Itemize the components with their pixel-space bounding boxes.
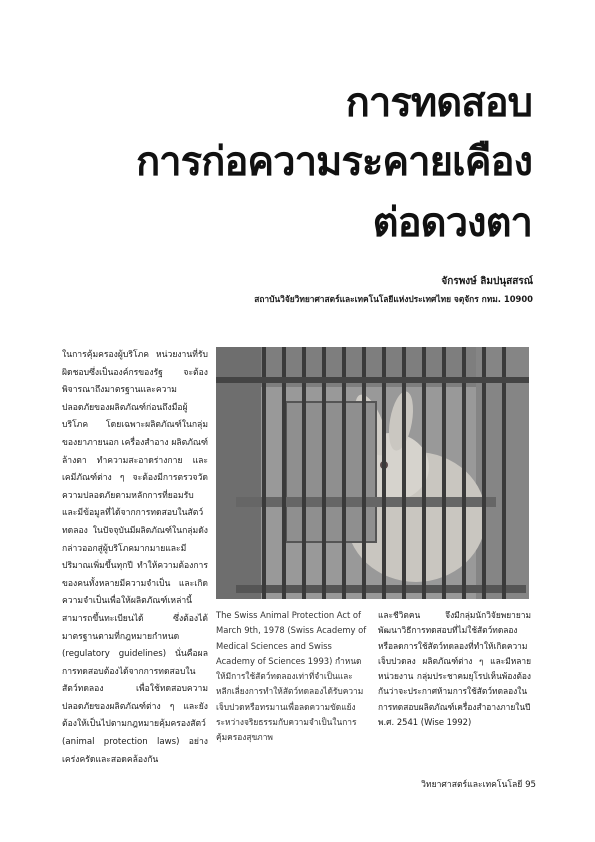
page-footer: วิทยาศาสตร์และเทคโนโลยี 95 xyxy=(421,780,536,790)
body-text-right-column: และชีวิตคน จึงมีกลุ่มนักวิจัยพยายามพัฒนาวิธีการทดสอบที่ไม่ใช้สัตว์ทดลองหรือลดการใช้สัตว์ทดลองที่ทำให้เกิดความเจ็บปวดลง ผลิตภัณฑ์ต่าง ๆ และมีหลายหน่วยงาน กลุ่มประชาคมยุโรปเห็นพ้องต้องกันว่าจะประกาศห้ามการใช้สัตว์ทดลองในการทดสอบผลิตภัณฑ์เครื่องสำอางภายในปี พ.ศ. 2541 (Wise 1992) xyxy=(378,610,531,728)
rabbit-in-cage-photo xyxy=(216,347,529,599)
author-name: จักรพงษ์ ลิมปนุสสรณ์ xyxy=(441,276,533,287)
body-text-left-column: ในการคุ้มครองผู้บริโภค หน่วยงานที่รับผิดชอบซึ่งเป็นองค์กรของรัฐ จะต้องพิจารณาถึงมาตรฐานและความปลอดภัยของผลิตภัณฑ์ก่อนถึงมือผู้บริโภค โดยเฉพาะผลิตภัณฑ์ในกลุ่มของยาภายนอก เครื่องสำอาง ผลิตภัณฑ์ล้างตา ทำความสะอาดร่างกาย และเคมีภัณฑ์ต่าง ๆ จะต้องมีการตรวจวัดความปลอดภัยตามหลักการที่ยอมรับและมีข้อมูลที่ได้จากการทดสอบในสัตว์ทดลอง ในปัจจุบันมีผลิตภัณฑ์ในกลุ่มดังกล่าวออกสู่ผู้บริโภคมากมายและมีปริมาณเพิ่มขึ้นทุกปี ทำให้ความต้องการของคนทั้งหลายมีความจำเป็น และเกิดความจำเป็นเพื่อให้ผลิตภัณฑ์เหล่านี้สามารถขึ้นทะเบียนได้ ซึ่งต้องได้มาตรฐานตามที่กฎหมายกำหนด (regulatory guidelines) นั่นคือผลการทดสอบต้องได้จากการทดสอบในสัตว์ทดลอง เพื่อใช้ทดสอบความปลอดภัยของผลิตภัณฑ์ต่าง ๆ และยังต้องให้เป็นไปตามกฎหมายคุ้มครองสัตว์ (animal protection laws) อย่างเคร่งครัดและสอดคล้องกัน xyxy=(62,350,208,765)
cage-photo-illustration xyxy=(216,347,529,599)
article-title-line-3: ต่อดวงตา xyxy=(372,200,532,246)
article-title-line-2: การก่อความระคายเคือง xyxy=(135,139,532,185)
photo-caption: The Swiss Animal Protection Act of March 9th, 1978 (Swiss Academy of Medical Sciences and Swiss Academy of Sciences 1993) กำหนดให้มีการใช้สัตว์ทดลองเท่าที่จำเป็นและหลีกเลี่ยงการทำให้สัตว์ทดลองได้รับความเจ็บปวดหรือทรมานเพื่อลดความขัดแย้งระหว่างจริยธรรมกับความจำเป็นในการคุ้มครองสุขภาพ xyxy=(216,610,367,743)
article-title-line-1: การทดสอบ xyxy=(345,80,532,126)
author-affiliation: สถาบันวิจัยวิทยาศาสตร์และเทคโนโลยีแห่งประเทศไทย จตุจักร กทม. 10900 xyxy=(254,294,533,304)
